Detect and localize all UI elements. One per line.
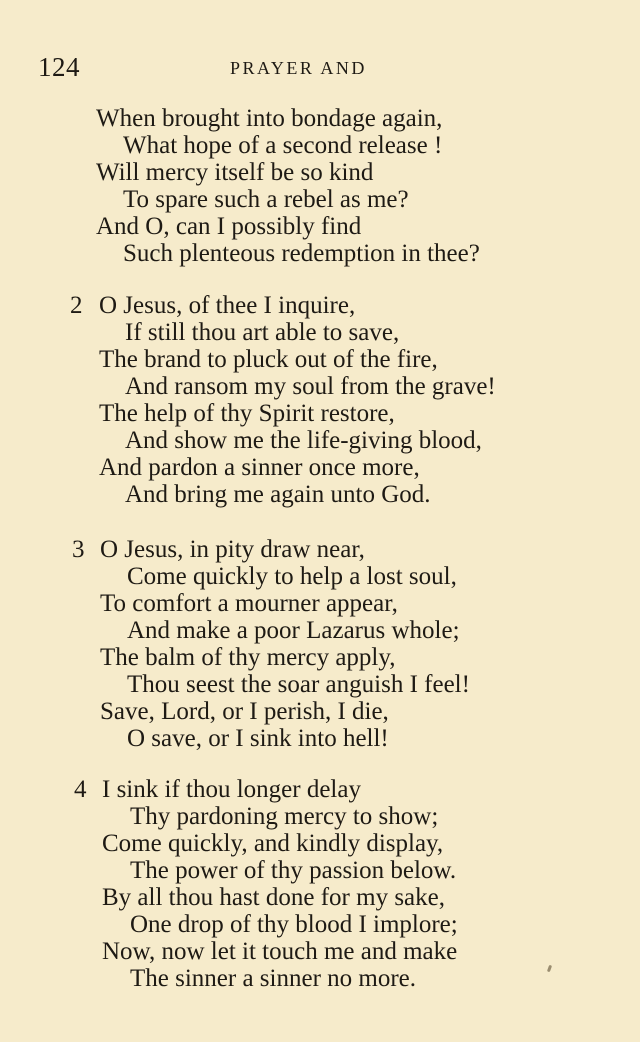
verse-line: I sink if thou longer delay <box>102 776 361 803</box>
page-header <box>0 52 640 84</box>
verse-line: O save, or I sink into hell! <box>127 725 389 752</box>
verse-line: Such plenteous redemption in thee? <box>123 240 480 267</box>
verse-line: The power of thy passion below. <box>130 857 457 884</box>
verse-line: And ransom my soul from the grave! <box>125 373 496 400</box>
verse-line: Thy pardoning mercy to show; <box>130 803 439 830</box>
verse-line: Come quickly to help a lost soul, <box>127 563 457 590</box>
verse-line: The balm of thy mercy apply, <box>100 644 396 671</box>
verse-line: If still thou art able to save, <box>125 319 400 346</box>
verse-line: The help of thy Spirit restore, <box>99 400 395 427</box>
verse-line: Thou seest the soar anguish I feel! <box>127 671 470 698</box>
verse-line: O Jesus, of thee I inquire, <box>99 292 356 319</box>
verse-line: And pardon a sinner once more, <box>99 454 420 481</box>
verse-line: Will mercy itself be so kind <box>96 159 374 186</box>
page-number: 124 <box>38 52 80 82</box>
verse-line: The sinner a sinner no more. <box>130 965 417 992</box>
verse-line: Now, now let it touch me and make <box>102 938 458 965</box>
running-head: PRAYER AND <box>230 58 367 78</box>
verse-line: When brought into bondage again, <box>96 105 443 132</box>
stanza-number: 3 <box>72 536 85 563</box>
verse-line: And show me the life-giving blood, <box>125 427 482 454</box>
paper-speck <box>547 965 552 973</box>
verse-line: What hope of a second release ! <box>123 132 443 159</box>
verse-line: To comfort a mourner appear, <box>100 590 398 617</box>
verse-line: By all thou hast done for my sake, <box>102 884 445 911</box>
verse-line: And O, can I possibly find <box>96 213 362 240</box>
verse-line: To spare such a rebel as me? <box>123 186 409 213</box>
verse-line: O Jesus, in pity draw near, <box>100 536 365 563</box>
stanza-number: 4 <box>74 776 87 803</box>
verse-line: And make a poor Lazarus whole; <box>127 617 460 644</box>
stanza-number: 2 <box>70 292 83 319</box>
verse-line: One drop of thy blood I implore; <box>130 911 458 938</box>
verse-line: Come quickly, and kindly display, <box>102 830 444 857</box>
verse-line: Save, Lord, or I perish, I die, <box>100 698 389 725</box>
verse-line: And bring me again unto God. <box>125 481 431 508</box>
verse-line: The brand to pluck out of the fire, <box>99 346 438 373</box>
